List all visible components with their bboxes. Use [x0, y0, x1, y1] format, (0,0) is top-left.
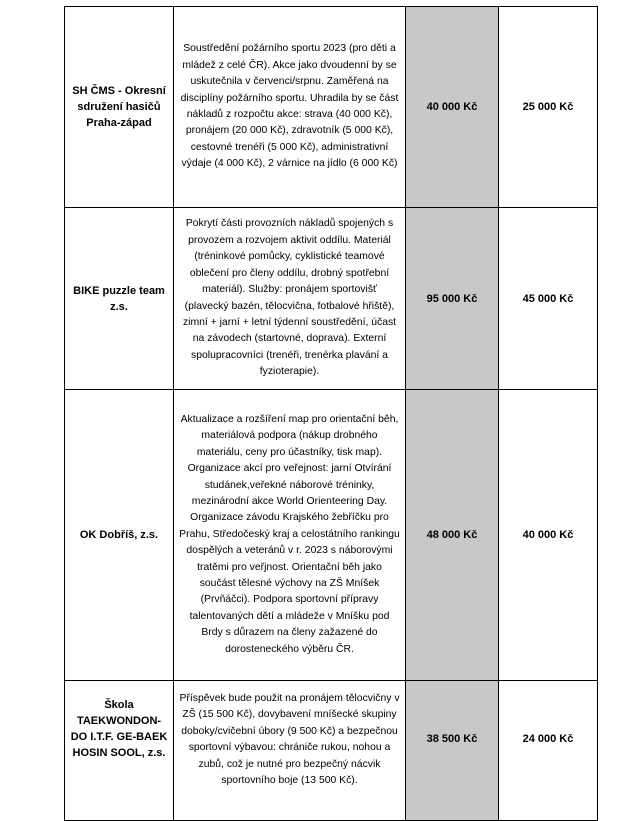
- description-cell: Příspěvek bude použit na pronájem tělocvičny v ZŠ (15 500 Kč), dovybavení mníšecké skupiny doboky/cvičební úbory (9 500 Kč) a bezpečnou sportovní výbavou: chrániče rukou, nohou a zubů, což je nutné pro bezpečný nácvik sportovního boje (13 500 Kč).: [174, 681, 406, 821]
- requested-amount-cell: 40 000 Kč: [406, 7, 499, 208]
- awarded-amount-cell: 45 000 Kč: [499, 208, 598, 390]
- awarded-amount-cell: 40 000 Kč: [499, 390, 598, 681]
- table-row: [65, 208, 598, 390]
- requested-amount-cell: 38 500 Kč: [406, 681, 499, 821]
- requested-amount-cell: 48 000 Kč: [406, 390, 499, 681]
- organization-cell: Škola TAEKWONDON-DO I.T.F. GE-BAEK HOSIN SOOL, z.s.: [65, 681, 174, 821]
- organization-cell: SH ČMS - Okresní sdružení hasičů Praha-západ: [65, 7, 174, 208]
- table-row: [65, 390, 598, 681]
- description-cell: Soustředění požárního sportu 2023 (pro děti a mládež z celé ČR). Akce jako dvoudenní by se uskutečnila v červenci/srpnu. Zaměřená na disciplíny požárního sportu. Uhradila by se část nákladů z rozpočtu akce: strava (40 000 Kč), pronájem (20 000 Kč), zdravotník (5 000 Kč), cestovné trenéři (5 000 Kč), administrativní výdaje (4 000 Kč), 2 várnice na jídlo (6 000 Kč): [174, 7, 406, 208]
- description-cell: Pokrytí části provozních nákladů spojených s provozem a rozvojem aktivit oddílu. Materiál (tréninkové pomůcky, cyklistické teamové oblečení pro členy oddílu, drobný spotřební materiál). Služby: pronájem sportovišť (plavecký bazén, tělocvična, fotbalové hřiště), zimní + jarní + letní týdenní soustředění, účast na závodech (startovné, doprava). Externí spolupracovníci (trenéři, trenérka plavání a fyzioterapie).: [174, 208, 406, 390]
- organization-cell: BIKE puzzle team z.s.: [65, 208, 174, 390]
- organization-cell: OK Dobříš, z.s.: [65, 390, 174, 681]
- table-row: [65, 681, 598, 821]
- table-row: [65, 7, 598, 208]
- grants-table: [64, 6, 598, 821]
- description-cell: Aktualizace a rozšíření map pro orientační běh, materiálová podpora (nákup drobného materiálu, ceny pro účastníky, tisk map). Organizace akcí pro veřejnost: jarní Otvírání studánek,veřekné náborové tréninky, mezinárodní akce World Orienteering Day. Organizace závodu Krajského žebříčku pro Prahu, Středočeský kraj a celostátního rankingu dospělých a veteránů v r. 2023 s náborovými tratěmi pro veřjnost. Orientační běh jako součást tělesné výchovy na ZŠ Mníšek (Prvňáčci). Podpora sportovní přípravy talentovaných dětí a mládeže v Mníšku pod Brdy s důrazem na členy zažazené do dorosteneckého výběru ČR.: [174, 390, 406, 681]
- awarded-amount-cell: 25 000 Kč: [499, 7, 598, 208]
- awarded-amount-cell: 24 000 Kč: [499, 681, 598, 821]
- requested-amount-cell: 95 000 Kč: [406, 208, 499, 390]
